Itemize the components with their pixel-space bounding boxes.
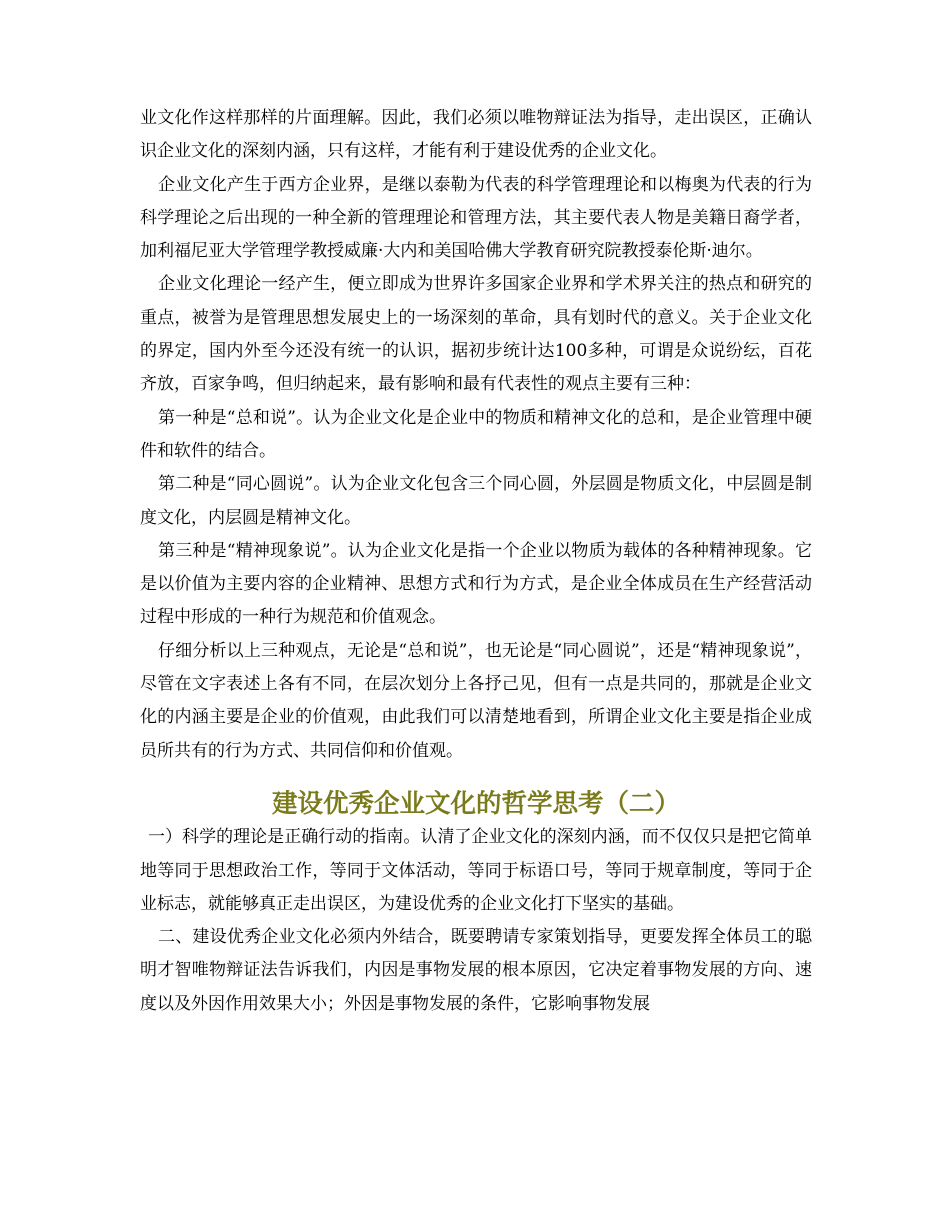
paragraph-continuation: 业文化作这样那样的片面理解。因此，我们必须以唯物辩证法为指导，走出误区，正确认识企业文化的深刻内涵，只有这样，才能有利于建设优秀的企业文化。 [140,108,812,162]
paragraph-view-one: 第一种是“总和说”。认为企业文化是企业中的物质和精神文化的总和，是企业管理中硬件和软件的结合。 [140,407,812,461]
paragraph-theory: 企业文化理论一经产生，便立即成为世界许多国家企业界和学术界关注的热点和研究的重点，被誉为是管理思想发展史上的一场深刻的革命，具有划时代的意义。关于企业文化的界定，国内外至今还没有统一的认识，据初步统计达100多种，可谓是众说纷纭，百花齐放，百家争鸣，但归纳起来，最有影响和最有代表性的观点主要有三种： [140,274,812,395]
paragraph-point-one: 一）科学的理论是正确行动的指南。认清了企业文化的深刻内涵，而不仅仅只是把它简单地等同于思想政治工作，等同于文体活动，等同于标语口号，等同于规章制度，等同于企业标志，就能够真正走出误区，为建设优秀的企业文化打下坚实的基础。 [140,827,812,914]
document-page [140,102,812,1021]
section-title: 建设优秀企业文化的哲学思考（二） [271,788,680,819]
paragraph-origin: 企业文化产生于西方企业界，是继以泰勒为代表的科学管理理论和以梅奥为代表的行为科学理论之后出现的一种全新的管理理论和管理方法，其主要代表人物是美籍日裔学者，加利福尼亚大学管理学教授威廉·大内和美国哈佛大学教育研究院教授泰伦斯·迪尔。 [140,174,812,262]
paragraph-analysis: 仔细分析以上三种观点，无论是“总和说”，也无论是“同心圆说”，还是“精神现象说”，尽管在文字表述上各有不同，在层次划分上各抒己见，但有一点是共同的，那就是企业文化的内涵主要是企业的价值观，由此我们可以清楚地看到，所谓企业文化主要是指企业成员所共有的行为方式、共同信仰和价值观。 [140,640,812,761]
paragraph-point-two: 二、建设优秀企业文化必须内外结合，既要聘请专家策划指导，更要发挥全体员工的聪明才智唯物辩证法告诉我们，内因是事物发展的根本原因，它决定着事物发展的方向、速度以及外因作用效果大小；外因是事物发展的条件，它影响事物发展 [140,927,812,1014]
paragraph-view-two: 第二种是“同心圆说”。认为企业文化包含三个同心圆，外层圆是物质文化，中层圆是制度文化，内层圆是精神文化。 [140,474,812,528]
paragraph-view-three: 第三种是“精神现象说”。认为企业文化是指一个企业以物质为载体的各种精神现象。它是以价值为主要内容的企业精神、思想方式和行为方式，是企业全体成员在生产经营活动过程中形成的一种行为规范和价值观念。 [140,540,812,628]
